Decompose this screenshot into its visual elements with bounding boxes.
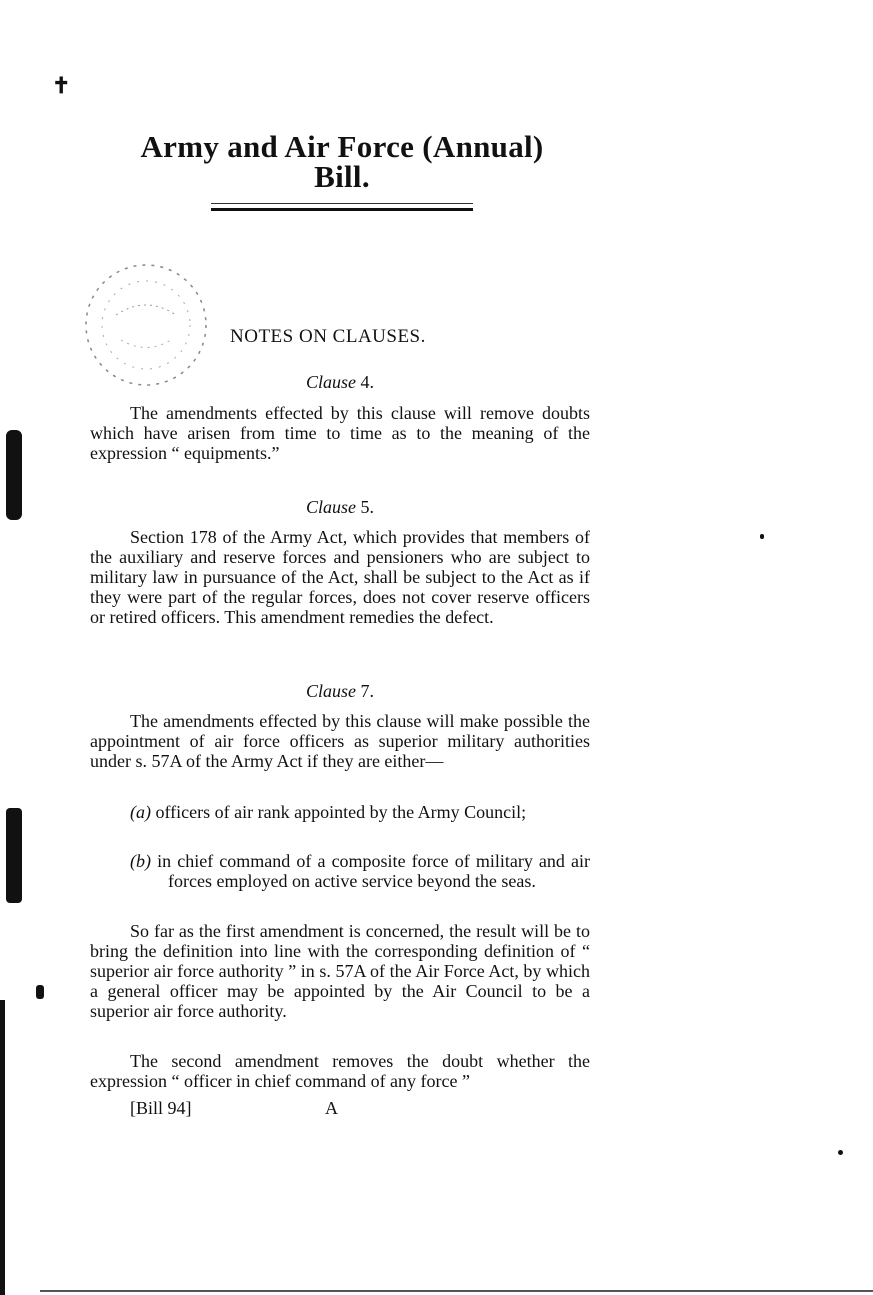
clause-7-paragraph-2: So far as the first amendment is concerned, the result will be to bring the definition into line with the corresponding definition of “ superior air force authority ” in s. 57A of the Air Force Act, by which a general officer may be appointed by the Air Council to be a superior air force authority. (90, 921, 590, 1021)
clause-number: 4. (360, 372, 374, 392)
clause-4-heading (90, 372, 590, 393)
clause-label: Clause (305, 681, 356, 701)
clause-7-paragraph-3: The second amendment removes the doubt whether the expression “ officer in chief command of any force ” (90, 1051, 590, 1091)
clause-7-paragraph: The amendments effected by this clause will make possible the appointment of air force officers as superior military authorities under s. 57A of the Army Act if they are either— (90, 711, 590, 771)
clause-7-list-item-b (130, 851, 590, 891)
clause-4-paragraph: The amendments effected by this clause will remove doubts which have arisen from time to time as to the meaning of the expression “ equipments.” (90, 403, 590, 463)
title-line-2: Bill. (314, 159, 370, 194)
clause-number: 7. (360, 681, 374, 701)
title-rule-thick (211, 208, 473, 211)
clause-7-list-item-a (130, 802, 590, 822)
clause-5-paragraph: Section 178 of the Army Act, which provides that members of the auxiliary and reserve forces and pensioners who are subject to military law in pursuance of the Act, shall be subject to the Act as if they were part of the regular forces, does not cover reserve officers or retired officers. This amendment remedies the defect. (90, 527, 590, 627)
clause-5-heading (90, 497, 590, 518)
scan-artifact (40, 1290, 873, 1292)
bill-number: [Bill 94] (130, 1098, 192, 1118)
list-item-label: (a) (130, 802, 151, 822)
list-item-text: officers of air rank appointed by the Army Council; (155, 802, 527, 822)
clause-7-heading (90, 681, 590, 702)
signature-mark: A (325, 1098, 338, 1118)
margin-mark: ✝ (52, 73, 71, 98)
scan-artifact (760, 534, 764, 539)
list-item-label: (b) (130, 851, 151, 871)
clause-number: 5. (360, 497, 374, 517)
list-item-text: in chief command of a composite force of military and air forces employed on active service beyond the seas. (157, 851, 590, 891)
document-title (100, 129, 584, 194)
clause-label: Clause (305, 497, 356, 517)
scan-artifact (6, 808, 22, 903)
title-line-1: Army and Air Force (Annual) (140, 129, 544, 164)
scan-artifact (838, 1150, 843, 1155)
scan-artifact (6, 430, 22, 520)
scan-artifact (36, 985, 44, 999)
clause-label: Clause (305, 372, 356, 392)
notes-heading: NOTES ON CLAUSES. (230, 326, 426, 347)
scan-artifact (0, 1000, 5, 1295)
title-rule-thin (211, 203, 473, 204)
